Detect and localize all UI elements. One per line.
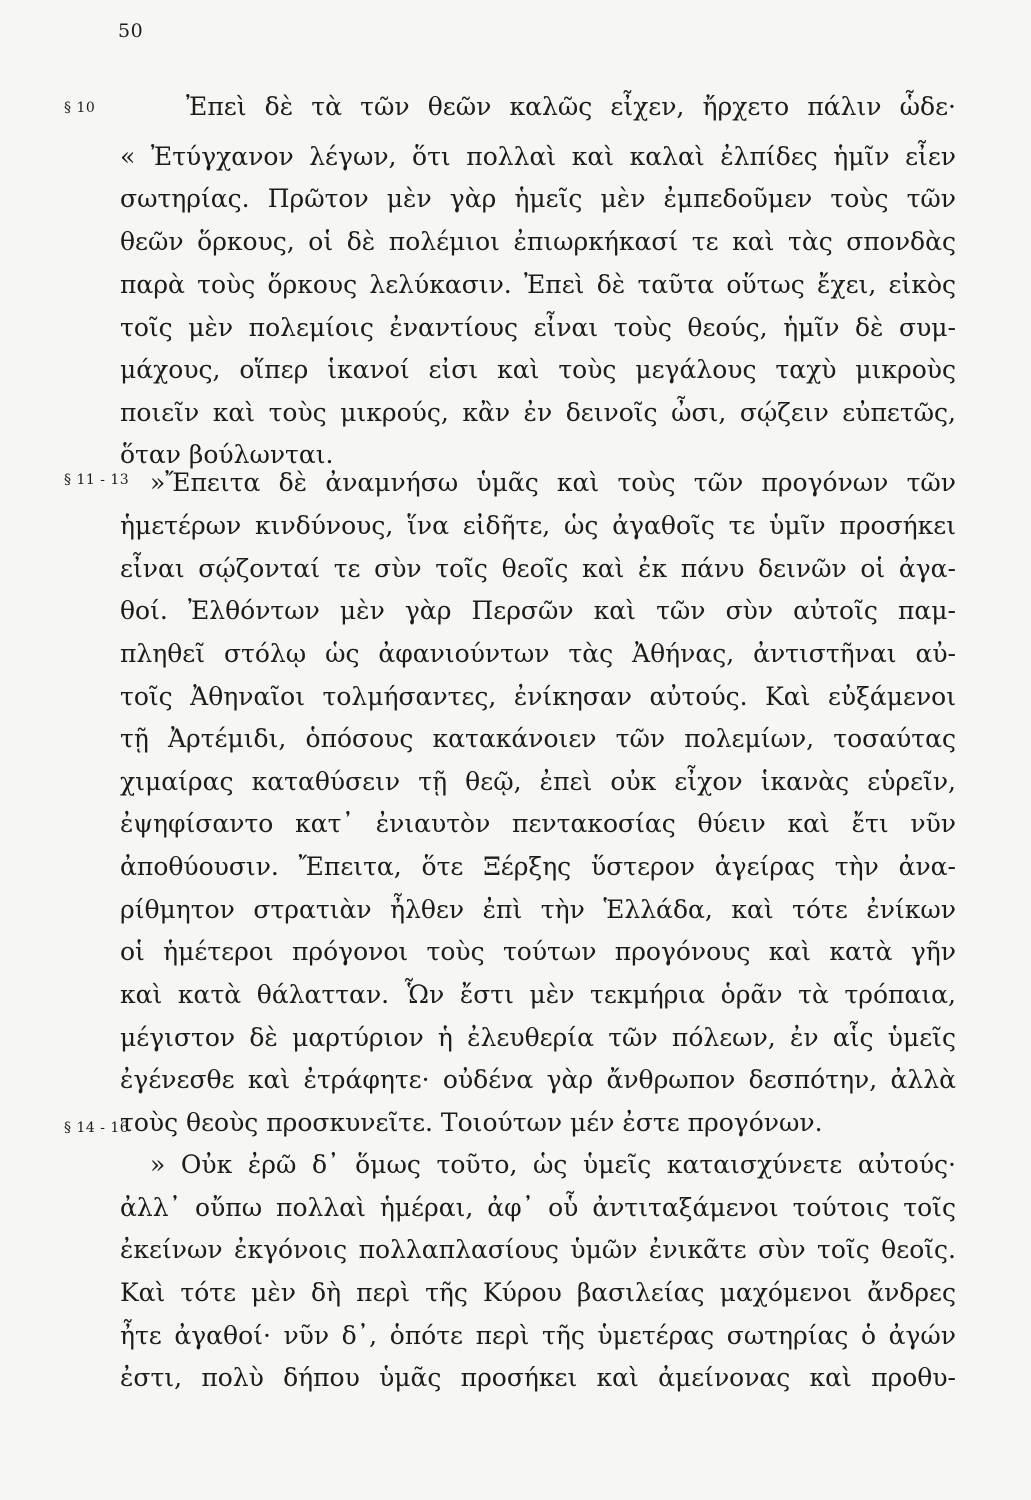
text-line: τοῖς Ἀθηναῖοι τολμήσαντες, ἐνίκησαν αὐτούς. Καὶ εὐξάμενοι — [120, 682, 956, 711]
text-line: τῇ Ἀρτέμιδι, ὁπόσους κατακάνοιεν τῶν πολεμίων, τοσαύτας — [120, 724, 956, 753]
text-line: πληθεῖ στόλῳ ὡς ἀφανιούντων τὰς Ἀθήνας, ἀντιστῆναι αὐ- — [120, 639, 956, 668]
text-line: καὶ κατὰ θάλατταν. Ὧν ἔστι μὲν τεκμήρια ὁρᾶν τὰ τρόπαια, — [120, 980, 956, 1009]
text-line: σωτηρίας. Πρῶτον μὲν γὰρ ἡμεῖς μὲν ἐμπεδοῦμεν τοὺς τῶν — [120, 184, 956, 213]
section-marker-14-16: § 14 - 16 — [64, 1120, 130, 1136]
text-line: ὅταν βούλωνται. — [120, 440, 334, 469]
text-line: ἐψηφίσαντο κατ᾽ ἐνιαυτὸν πεντακοσίας θύειν καὶ ἔτι νῦν — [120, 809, 956, 838]
text-line: θοί. Ἐλθόντων μὲν γὰρ Περσῶν καὶ τῶν σὺν αὐτοῖς παμ- — [120, 596, 956, 625]
text-line: ἀλλ᾽ οὔπω πολλαὶ ἡμέραι, ἀφ᾽ οὗ ἀντιταξάμενοι τούτοις τοῖς — [120, 1193, 956, 1222]
text-line: « Ἐτύγχανον λέγων, ὅτι πολλαὶ καὶ καλαὶ ἐλπίδες ἡμῖν εἶεν — [120, 142, 956, 171]
section-marker-10: § 10 — [64, 100, 96, 116]
section-marker-11-13: § 11 - 13 — [64, 472, 130, 488]
text-line: τοὺς θεοὺς προσκυνεῖτε. Τοιούτων μέν ἐστε προγόνων. — [120, 1108, 823, 1137]
text-line: παρὰ τοὺς ὅρκους λελύκασιν. Ἐπεὶ δὲ ταῦτα οὕτως ἔχει, εἰκὸς — [120, 270, 956, 299]
page-number: 50 — [118, 20, 144, 42]
text-line: θεῶν ὅρκους, οἱ δὲ πολέμιοι ἐπιωρκήκασί τε καὶ τὰς σπονδὰς — [120, 227, 956, 256]
text-line: εἶναι σῴζονταί τε σὺν τοῖς θεοῖς καὶ ἐκ πάνυ δεινῶν οἱ ἀγα- — [120, 554, 956, 583]
text-line: μέγιστον δὲ μαρτύριον ἡ ἐλευθερία τῶν πόλεων, ἐν αἷς ὑμεῖς — [120, 1023, 956, 1052]
text-line: Ἐπεὶ δὲ τὰ τῶν θεῶν καλῶς εἶχεν, ἤρχετο πάλιν ὧδε· — [186, 92, 956, 121]
text-line: »Ἔπειτα δὲ ἀναμνήσω ὑμᾶς καὶ τοὺς τῶν προγόνων τῶν — [150, 468, 956, 497]
text-line: Καὶ τότε μὲν δὴ περὶ τῆς Κύρου βασιλείας μαχόμενοι ἄνδρες — [120, 1278, 956, 1307]
text-line: τοῖς μὲν πολεμίοις ἐναντίους εἶναι τοὺς θεούς, ἡμῖν δὲ συμ- — [120, 313, 956, 342]
text-line: ἐστι, πολὺ δήπου ὑμᾶς προσήκει καὶ ἀμείνονας καὶ προθυ- — [120, 1363, 956, 1392]
text-line: ἀποθύουσιν. Ἔπειτα, ὅτε Ξέρξης ὕστερον ἀγείρας τὴν ἀνα- — [120, 852, 956, 881]
text-line: ρίθμητον στρατιὰν ἦλθεν ἐπὶ τὴν Ἑλλάδα, καὶ τότε ἐνίκων — [120, 895, 956, 924]
text-line: ποιεῖν καὶ τοὺς μικρούς, κἂν ἐν δεινοῖς ὦσι, σῴζειν εὐπετῶς, — [120, 398, 956, 427]
text-line: οἱ ἡμέτεροι πρόγονοι τοὺς τούτων προγόνους καὶ κατὰ γῆν — [120, 937, 956, 966]
text-line: ἡμετέρων κινδύνους, ἵνα εἰδῆτε, ὡς ἀγαθοῖς τε ὑμῖν προσήκει — [120, 511, 956, 540]
text-line: » Οὐκ ἐρῶ δ᾽ ὅμως τοῦτο, ὡς ὑμεῖς καταισχύνετε αὐτούς· — [150, 1150, 956, 1179]
text-line: μάχους, οἵπερ ἱκανοί εἰσι καὶ τοὺς μεγάλους ταχὺ μικροὺς — [120, 355, 956, 384]
text-line: χιμαίρας καταθύσειν τῇ θεῷ, ἐπεὶ οὐκ εἶχον ἱκανὰς εὑρεῖν, — [120, 767, 956, 796]
text-line: ἦτε ἀγαθοί· νῦν δ᾽, ὁπότε περὶ τῆς ὑμετέρας σωτηρίας ὁ ἀγών — [120, 1321, 956, 1350]
text-line: ἐκείνων ἐκγόνοις πολλαπλασίους ὑμῶν ἐνικᾶτε σὺν τοῖς θεοῖς. — [120, 1235, 956, 1264]
text-line: ἐγένεσθε καὶ ἐτράφητε· οὐδένα γὰρ ἄνθρωπον δεσπότην, ἀλλὰ — [120, 1065, 956, 1094]
